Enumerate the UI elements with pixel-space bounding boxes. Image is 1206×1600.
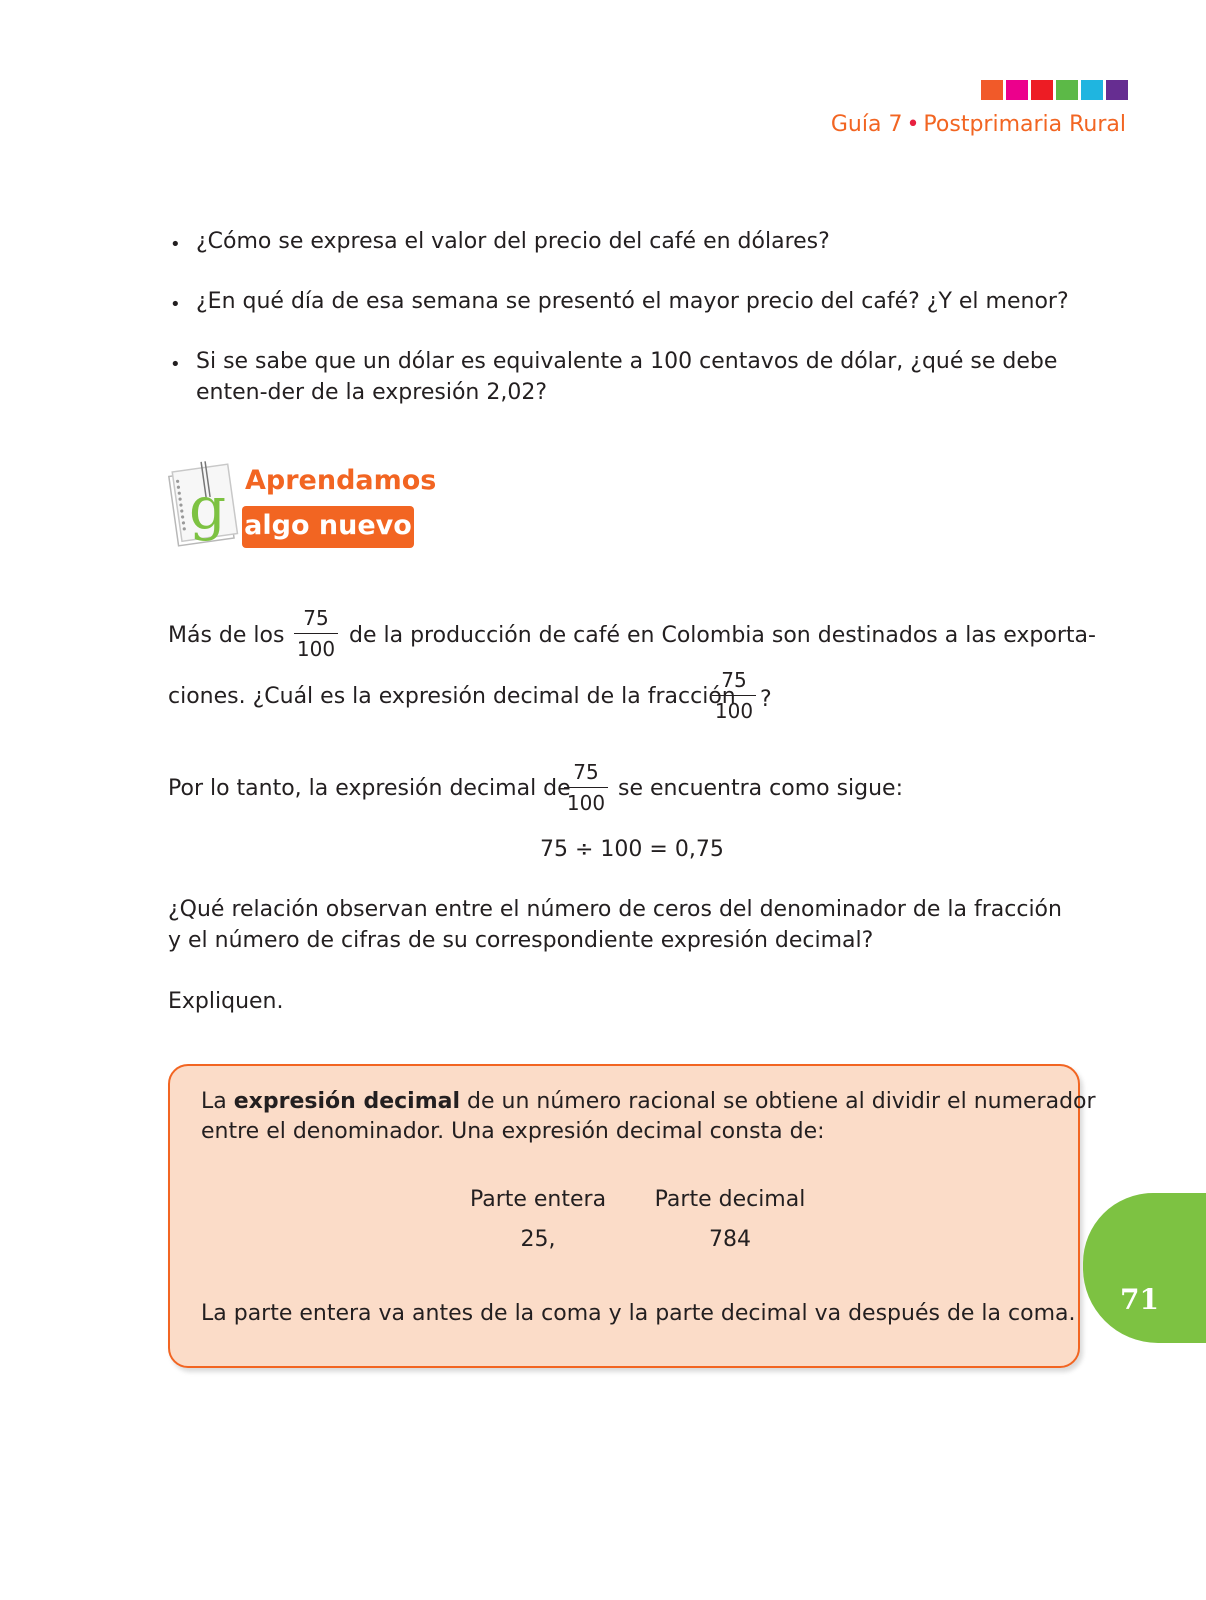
section-subtitle: algo nuevo [242,506,414,548]
fraction-denominator: 100 [566,791,606,815]
svg-text:g: g [189,474,227,542]
color-square [981,80,1003,100]
paragraph-text: Expliquen. [168,989,284,1014]
paragraph-text: ¿Qué relación observan entre el número de ceros del denominador de la fracción y el número de cifras de su correspondiente expresión decimal? [168,897,1062,953]
paragraph-text: se encuentra como sigue: [618,776,904,801]
bullet: • [170,354,181,375]
color-square [1081,80,1103,100]
section-title: Aprendamos [245,465,437,496]
page-number-tab [1083,1193,1206,1343]
column-header-integer: Parte entera [469,1187,607,1212]
header-separator: • [906,112,920,137]
fraction [294,605,338,662]
fraction-denominator: 100 [296,637,336,661]
notebook-icon [167,458,239,550]
paragraph-text: Más de los [168,623,285,648]
paragraph-text: Por lo tanto, la expresión decimal de [168,776,571,801]
definition-term: expresión decimal [233,1089,461,1114]
fraction-numerator: 75 [712,667,756,696]
paragraph-text: ciones. ¿Cuál es la expresión decimal de la fracción [168,684,736,709]
definition-intro [201,1086,1096,1117]
definition-text: entre el denominador. Una expresión decimal consta de: [201,1119,825,1144]
column-header-decimal: Parte decimal [654,1187,806,1212]
fraction [712,667,756,724]
decimal-part-value: 784 [709,1227,751,1252]
bullet: • [170,294,181,315]
page-number: 71 [1120,1283,1159,1316]
integer-part-value: 25, [520,1227,556,1252]
fraction-numerator: 75 [294,605,338,634]
color-square [1031,80,1053,100]
definition-conclusion: La parte entera va antes de la coma y la parte decimal va después de la coma. [201,1301,1076,1326]
question-item: ¿Cómo se expresa el valor del precio del café en dólares? [196,229,830,254]
paragraph-text: de la producción de café en Colombia son destinados a las exporta- [349,623,1096,648]
bullet: • [170,234,181,255]
fraction [564,759,608,816]
definition-text: La [201,1089,227,1114]
color-square [1006,80,1028,100]
fraction-numerator: 75 [564,759,608,788]
question-item: Si se sabe que un dólar es equivalente a 100 centavos de dólar, ¿qué se debe enten-der de la expresión 2,02? [196,349,1058,405]
guide-label: Guía 7 [830,112,903,137]
running-header [831,112,1126,137]
paragraph-text: ? [760,687,772,712]
color-square [1106,80,1128,100]
question-item: ¿En qué día de esa semana se presentó el mayor precio del café? ¿Y el menor? [196,289,1069,314]
definition-box [168,1064,1096,1368]
fraction-denominator: 100 [714,699,754,723]
definition-text: de un número racional se obtiene al dividir el numerador [467,1089,1096,1114]
color-square [1056,80,1078,100]
series-label: Postprimaria Rural [923,112,1126,137]
equation: 75 ÷ 100 = 0,75 [540,837,724,862]
color-squares [981,80,1128,100]
